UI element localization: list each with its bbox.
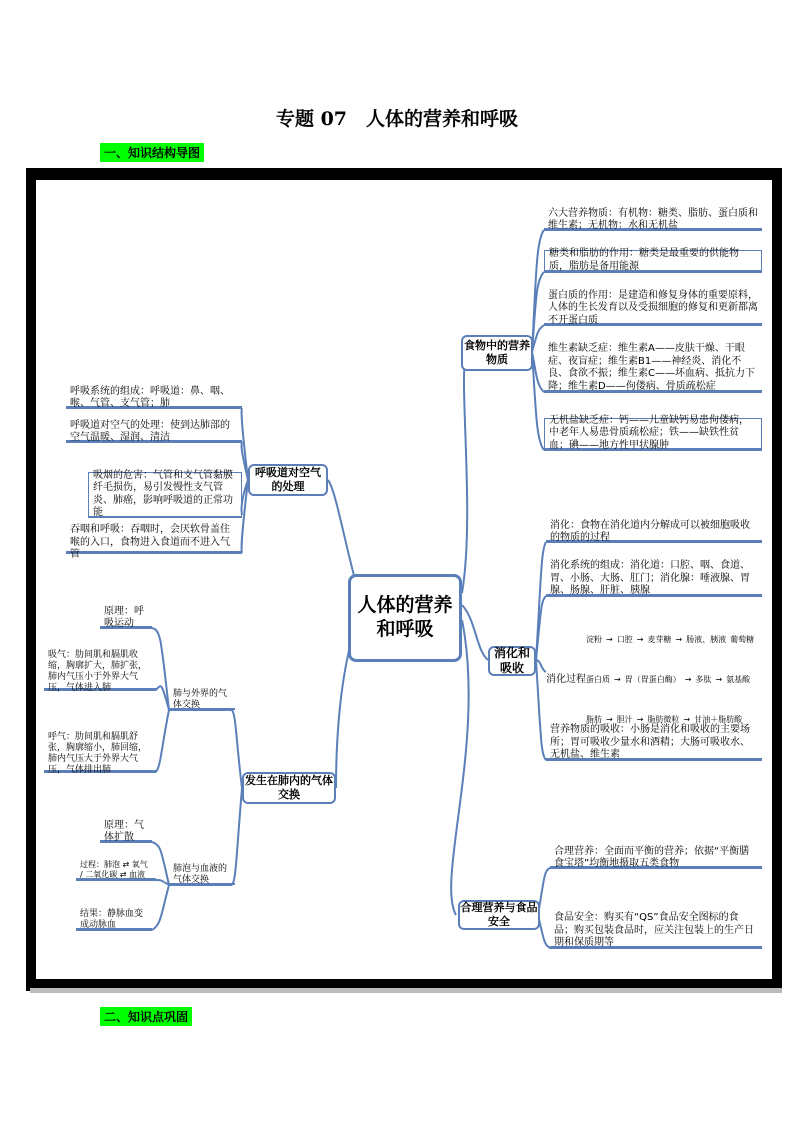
section-heading-1: 一、知识结构导图 [100,143,204,162]
amino-acid: 氨基酸 [726,675,751,684]
leaf-protein: 蛋白质的作用：是建造和修复身体的重要原料，人体的生长发育以及受损细胞的修复和更新都离不开蛋白质 [544,294,762,325]
branch-diet-food-safety: 合理营养与食品安全 [458,900,540,930]
glucose: 葡萄糖 [730,635,755,644]
leaf-exhale: 呼气：肋间肌和膈肌舒张，胸廓缩小，肺回缩，肺内气压大于外界大气压，气体排出肺 [44,738,156,772]
mindmap-canvas [36,180,772,979]
leaf-balanced-diet: 合理营养：全面而平衡的营养；依据“平衡膳食宝塔”均衡地摄取五类食物 [550,850,762,868]
leaf-absorption: 营养物质的吸收：小肠是消化和吸收的主要场所；胃可吸收少量水和酒精；大肠可吸收水、无机盐、维生素 [546,728,762,760]
leaf-principle-diffusion: 原理：气体扩散 [100,824,152,842]
starch: 淀粉 [586,635,602,644]
digestion-process-label: 消化过程 [546,673,586,685]
branch-airway-processing: 呼吸道对空气的处理 [248,464,328,496]
leaf-exchange-process: 过程：肺泡 ⇄ 氧气 / 二氧化碳 ⇄ 血液 [76,862,156,880]
section-heading-2: 二、知识点巩固 [100,1007,192,1026]
leaf-digestive-system: 消化系统的组成：消化道：口腔、咽、食道、胃、小肠、大肠、肛门；消化腺：唾液腺、胃腺、肠腺、肝脏、胰腺 [546,564,762,596]
leaf-swallow-breathe: 吞咽和呼吸：吞咽时，会厌软骨盖住喉的入口，食物进入食道而不进入气管 [66,535,242,553]
leaf-carbs-fats: 糖类和脂肪的作用：糖类是最重要的供能物质，脂肪是备用能源 [544,250,762,272]
protein: 蛋白质 [586,675,610,684]
intestinal-pancreatic-juice: 肠液、胰液 [686,635,727,644]
maltose: 麦芽糖 [647,635,672,644]
bile: 胆汁 [616,715,633,724]
sub-alveoli-blood-exchange: 肺泡与血液的气体交换 [169,867,235,885]
fat: 脂肪 [586,715,602,724]
leaf-exchange-result: 结果：静脉血变成动脉血 [76,912,152,930]
fat-pathway: 脂肪 → 胆汁 → 脂肪微粒 → 甘油＋脂肪酸 [586,715,743,724]
leaf-inhale: 吸气：肋间肌和膈肌收缩，胸廓扩大，肺扩张，肺内气压小于外界大气压，气体进入肺 [44,656,156,690]
leaf-vitamin-deficiency: 维生素缺乏症：维生素A——皮肤干燥、干眼症、夜盲症；维生素B1——神经炎、消化不良、食欲不振；维生素C——坏血病、抵抗力下降；维生素D——佝偻病、骨质疏松症 [544,346,762,392]
branch-lung-gas-exchange: 发生在肺内的气体交换 [242,772,336,804]
protein-pathway: 蛋白质 → 胃（胃蛋白酶） → 多肽 → 氨基酸 [586,675,751,684]
leaf-principle-breathing-movement: 原理：呼吸运动 [100,610,152,628]
glycerol-fatty-acid: 甘油＋脂肪酸 [694,715,743,724]
leaf-respiratory-system: 呼吸系统的组成：呼吸道：鼻、咽、喉、气管、支气管；肺 [66,390,242,408]
branch-food-nutrients: 食物中的营养物质 [461,335,533,371]
leaf-six-nutrients: 六大营养物质：有机物：糖类、脂肪、蛋白质和维生素；无机物：水和无机盐 [544,212,762,230]
mindmap-frame [26,168,782,991]
sub-lung-outside-exchange: 肺与外界的气体交换 [169,692,235,710]
leaf-air-processing: 呼吸道对空气的处理：使到达肺部的空气温暖、湿润、清洁 [66,424,242,442]
leaf-digestion-definition: 消化：食物在消化道内分解成可以被细胞吸收的物质的过程 [546,524,762,542]
leaf-digestion-process [546,620,762,740]
leaf-smoking-harm: 吸烟的危害：气管和支气管黏膜纤毛损伤，易引发慢性支气管炎、肺癌，影响呼吸道的正常功能 [88,472,242,518]
center-node: 人体的营养和呼吸 [348,574,462,662]
polypeptide: 多肽 [695,675,712,684]
leaf-food-safety: 食品安全：购买有“QS”食品安全图标的食品；购买包装食品时，应关注包装上的生产日期和保质期等 [550,916,762,948]
page-title: 专题 07 人体的营养和呼吸 [275,108,519,130]
mouth: 口腔 [616,635,633,644]
frame-shadow [30,988,782,993]
stomach: 胃（胃蛋白酶） [624,675,681,684]
leaf-mineral-deficiency: 无机盐缺乏症：钙——儿童缺钙易患佝偻病，中老年人易患骨质疏松症；铁——缺铁性贫血；碘——地方性甲状腺肿 [544,418,762,450]
branch-digestion: 消化和吸收 [488,646,536,676]
fat-droplets: 脂肪微粒 [647,715,680,724]
starch-pathway: 淀粉 → 口腔 → 麦芽糖 → 肠液、胰液 葡萄糖 [586,635,755,644]
